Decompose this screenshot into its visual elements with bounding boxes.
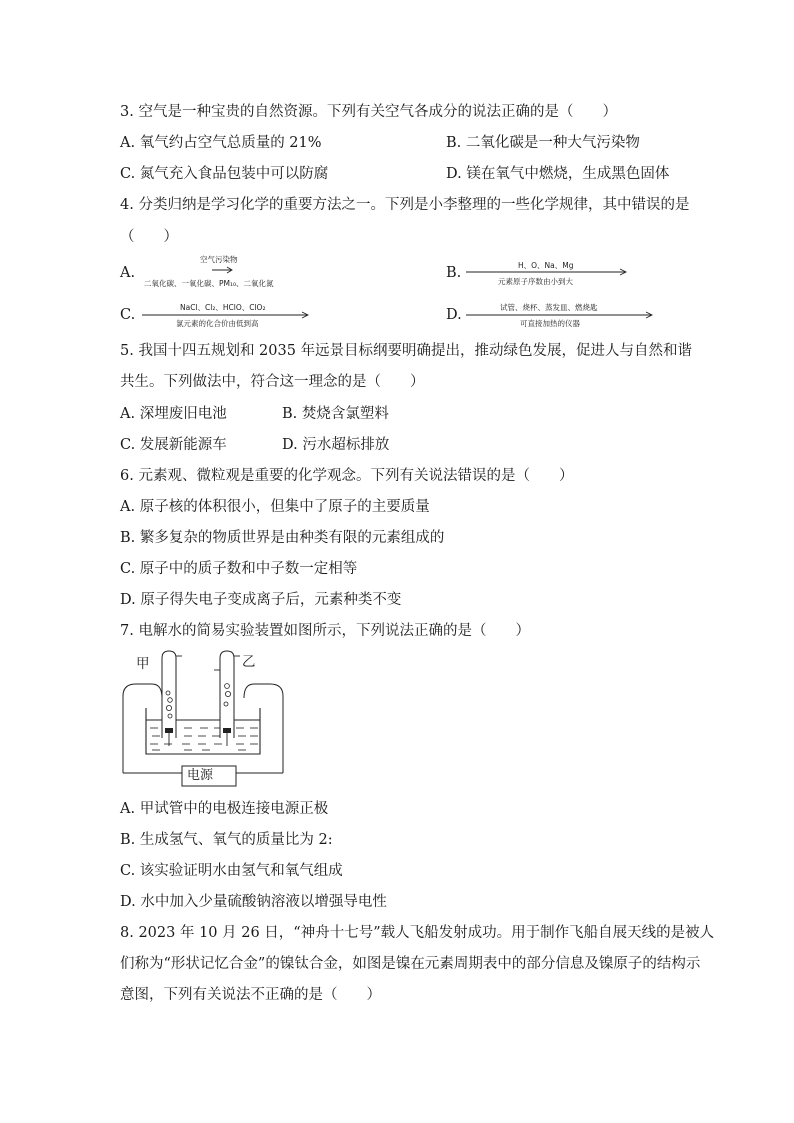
q4-stem: 4. 分类归纳是学习化学的重要方法之一。下列是小李整理的一些化学规律，其中错误的是: [120, 197, 690, 213]
q4-option-c-label: C.: [120, 307, 136, 323]
q8-stem-line1: 8. 2023 年 10 月 26 日，“神舟十七号”载人飞船发射成功。用于制作飞船自展天线的是被人: [120, 925, 715, 941]
q5-option-d: D. 污水超标排放: [282, 437, 390, 453]
q4-option-d-label: D.: [446, 307, 462, 323]
q3-stem: 3. 空气是一种宝贵的自然资源。下列有关空气各成分的说法正确的是（ ）: [120, 104, 617, 120]
q4-option-d-bottom: 可直接加热的仪器: [520, 319, 580, 328]
arrow-right-icon: [142, 311, 310, 319]
q6-option-c: C. 原子中的质子数和中子数一定相等: [120, 561, 358, 577]
q5-option-c: C. 发展新能源车: [120, 437, 227, 453]
q4-option-a-label: A.: [120, 265, 136, 281]
label-tube-yi: 乙: [242, 654, 256, 670]
q6-option-b: B. 繁多复杂的物质世界是由种类有限的元素组成的: [120, 530, 445, 546]
q5-stem-line1: 5. 我国十四五规划和 2035 年远景目标纲要明确提出，推动绿色发展，促进人与自然和谐: [120, 343, 693, 359]
arrow-right-icon: [466, 311, 654, 319]
q7-option-c: C. 该实验证明水由氢气和氧气组成: [120, 863, 343, 879]
q4-option-a-top: 空气污染物: [200, 255, 238, 264]
label-tube-jia: 甲: [136, 656, 150, 672]
q4-option-a-bottom: 二氧化碳、一氧化碳、PM₁₀、二氧化氮: [144, 279, 274, 288]
q6-option-a: A. 原子核的体积很小，但集中了原子的主要质量: [120, 499, 430, 515]
arrow-right-icon: [466, 268, 628, 276]
q3-option-d: D. 镁在氧气中燃烧，生成黑色固体: [446, 166, 670, 182]
q7-option-a: A. 甲试管中的电极连接电源正极: [120, 801, 329, 817]
q8-stem-line3: 意图，下列有关说法不正确的是（ ）: [120, 987, 381, 1003]
q3-option-c: C. 氮气充入食品包装中可以防腐: [120, 166, 329, 182]
q4-answer-paren: （ ）: [120, 229, 178, 245]
q8-stem-line2: 们称为“形状记忆合金”的镍钛合金，如图是镍在元素周期表中的部分信息及镍原子的结构示: [120, 956, 701, 972]
arrow-right-icon: [212, 266, 234, 274]
electrolysis-diagram: [118, 648, 288, 790]
q3-option-b: B. 二氧化碳是一种大气污染物: [446, 135, 640, 151]
q6-stem: 6. 元素观、微粒观是重要的化学观念。下列有关说法错误的是（ ）: [120, 468, 574, 484]
q7-stem: 7. 电解水的简易实验装置如图所示，下列说法正确的是（ ）: [120, 623, 530, 639]
q4-option-c-top: NaCl、Cl₂、HClO、ClO₂: [180, 303, 266, 312]
q3-option-a: A. 氧气约占空气总质量的 21%: [120, 135, 322, 151]
q4-option-b-label: B.: [446, 265, 462, 281]
q5-option-b: B. 焚烧含氯塑料: [282, 406, 389, 422]
q7-option-d: D. 水中加入少量硫酸钠溶液以增强导电性: [120, 894, 387, 910]
q4-option-b-top: H、O、Na、Mg: [518, 261, 574, 270]
q4-option-c-bottom: 氯元素的化合价由低到高: [176, 319, 259, 328]
q5-option-a: A. 深埋废旧电池: [120, 406, 227, 422]
q7-option-b: B. 生成氢气、氧气的质量比为 2:: [120, 832, 333, 848]
q5-stem-line2: 共生。下列做法中，符合这一理念的是（ ）: [120, 374, 425, 390]
q4-option-d-top: 试管、烧杯、蒸发皿、燃烧匙: [500, 303, 598, 312]
q6-option-d: D. 原子得失电子变成离子后，元素种类不变: [120, 592, 402, 608]
q4-option-b-bottom: 元素原子序数由小到大: [498, 277, 573, 286]
power-source-label: 电源: [187, 768, 214, 783]
